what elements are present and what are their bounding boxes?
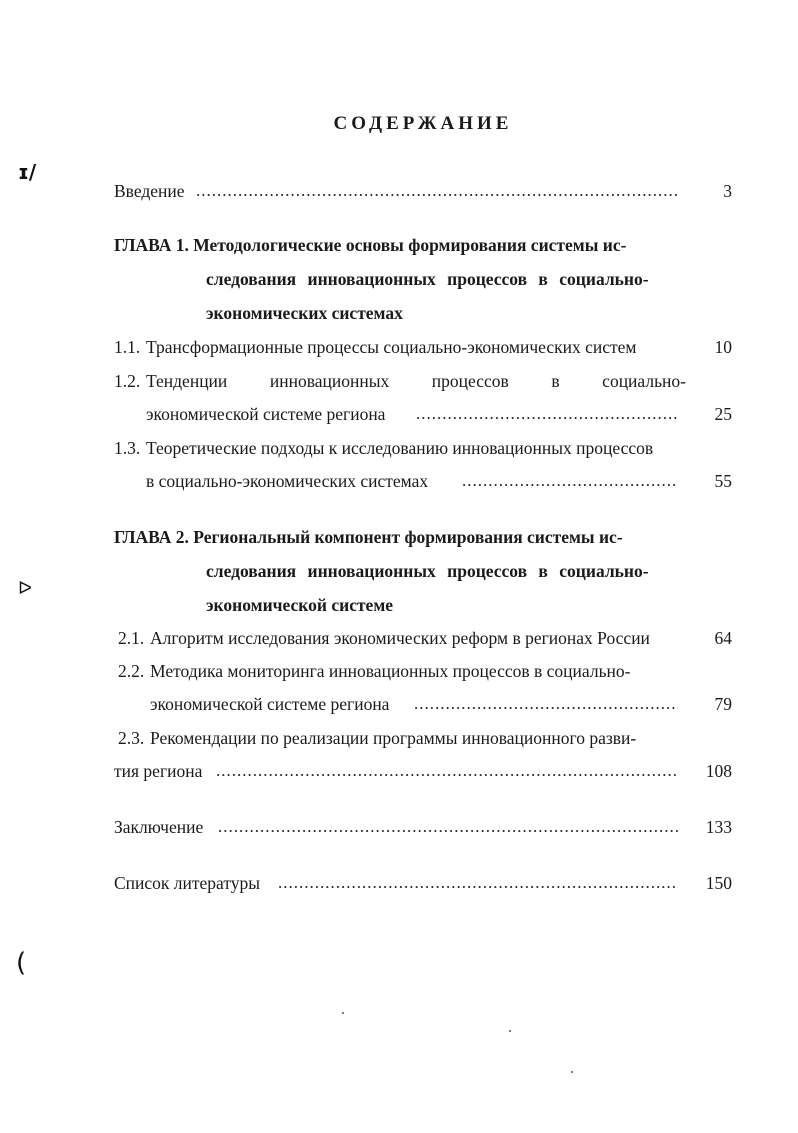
chapter-2-heading-line-3: экономической системе [206, 595, 394, 615]
dot-leader [216, 760, 678, 782]
toc-entry-intro [114, 180, 185, 202]
chapter-1-heading-line-2: следования инновационных процессов в социально- [206, 269, 649, 289]
toc-page-number: 3 [723, 181, 732, 201]
scan-speck [509, 1030, 511, 1032]
toc-section-title: Теоретические подходы к исследованию инновационных процессов [146, 438, 654, 458]
toc-page-number: 150 [705, 873, 732, 893]
toc-page-number: 55 [714, 471, 732, 491]
chapter-2-heading-line-1: ГЛАВА 2. Региональный компонент формирования системы ис- [114, 527, 623, 547]
toc-page-number: 25 [714, 404, 732, 424]
toc-section-title-cont: экономической системе региона [150, 694, 390, 714]
scan-mark-bottom: ( [16, 948, 27, 978]
toc-section-title: Методика мониторинга инновационных процессов в социально- [150, 661, 631, 681]
toc-page-number: 133 [705, 817, 732, 837]
scan-speck [571, 1071, 573, 1073]
chapter-2-heading-line-2: следования инновационных процессов в социально- [206, 561, 649, 581]
toc-section-title: Алгоритм исследования экономических реформ в регионах России [150, 628, 650, 648]
scan-mark-top: ɪ/ [18, 160, 37, 184]
toc-entry-bibliography: Список литературы [114, 873, 261, 893]
dot-leader [416, 403, 678, 425]
toc-section-number: 2.3. [118, 728, 145, 748]
page-title: СОДЕРЖАНИЕ [333, 113, 513, 134]
toc-section-title: Рекомендации по реализации программы инновационного разви- [150, 728, 637, 748]
toc-page-number: 108 [705, 761, 732, 781]
dot-leader [414, 693, 678, 715]
toc-section-number: 2.1. [118, 628, 145, 648]
toc-section-title: Тенденции инновационных процессов в социально- [146, 371, 686, 391]
toc-entry-conclusion: Заключение [114, 817, 204, 837]
toc-section-title: Трансформационные процессы социально-экономических систем [146, 337, 637, 357]
toc-section-title-cont: тия региона [114, 761, 203, 781]
chapter-1-heading-line-3: экономических системах [206, 303, 403, 323]
scan-mark-middle: ᐅ [18, 578, 32, 599]
toc-section-number: 1.2. [114, 371, 141, 391]
toc-entry-label: Введение [114, 181, 185, 201]
dot-leader [462, 470, 678, 492]
toc-section-title-cont: экономической системе региона [146, 404, 386, 424]
toc-page-number: 64 [714, 628, 732, 648]
toc-section-number: 1.1. [114, 337, 141, 357]
toc-page-number: 79 [714, 694, 732, 714]
toc-section-title-cont: в социально-экономических системах [146, 471, 429, 491]
toc-page-number: 10 [714, 337, 732, 357]
toc-section-number: 1.3. [114, 438, 141, 458]
scan-speck [342, 1012, 344, 1014]
dot-leader [218, 816, 678, 838]
toc-section-number: 2.2. [118, 661, 145, 681]
dot-leader [278, 872, 678, 894]
chapter-1-heading-line-1: ГЛАВА 1. Методологические основы формирования системы ис- [114, 235, 627, 255]
dot-leader [196, 180, 678, 202]
